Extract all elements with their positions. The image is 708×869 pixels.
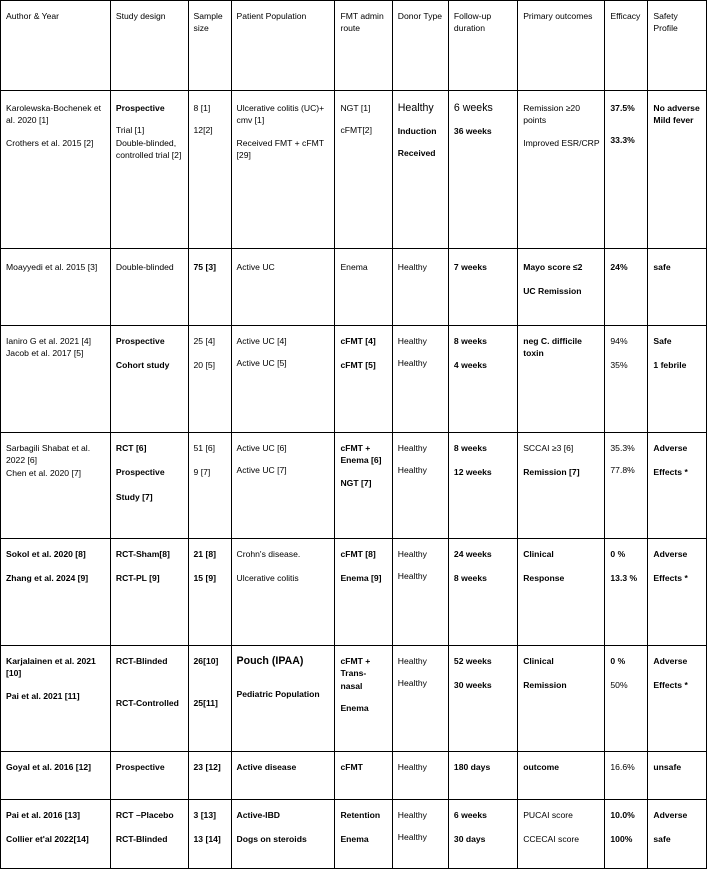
- efficacy-entry: 100%: [610, 834, 633, 845]
- efficacy-entry: 35%: [610, 360, 628, 371]
- population-cell: [231, 91, 335, 249]
- population-cell: [231, 249, 335, 326]
- followup-entry: 8 weeks: [453, 443, 487, 453]
- design-cell: [110, 752, 188, 800]
- design-entry: Prospective: [115, 103, 165, 113]
- design-entry: Double-blinded, controlled trial [2]: [115, 137, 182, 160]
- route-entry: cFMT + Trans-nasal: [340, 656, 371, 691]
- author-entry: Chen et al. 2020 [7]: [6, 467, 82, 478]
- outcomes-cell: [518, 326, 605, 433]
- outcomes-cell: [518, 539, 605, 646]
- sample-entry: 21 [8]: [193, 549, 216, 559]
- followup-cell: [448, 539, 517, 646]
- design-entry: Double-blinded: [115, 262, 174, 272]
- population-entry: Dogs on steroids: [236, 834, 307, 845]
- followup-entry: 180 days: [453, 762, 491, 772]
- route-entry: cFMT [8]: [340, 549, 376, 559]
- outcome-entry: UC Remission: [523, 286, 582, 297]
- route-entry: cFMT + Enema [6]: [340, 443, 382, 466]
- header-cell: Patient Population: [231, 1, 335, 91]
- design-entry: Trial [1]: [115, 125, 145, 136]
- donor-entry: Healthy: [397, 102, 434, 114]
- efficacy-cell: [605, 539, 648, 646]
- outcome-entry: Clinical: [523, 656, 554, 666]
- population-cell: [231, 326, 335, 433]
- design-entry: Study [7]: [115, 491, 153, 502]
- donor-cell: [392, 433, 448, 539]
- table-row: [1, 326, 707, 433]
- population-entry: Active-IBD: [236, 810, 280, 820]
- followup-entry: 8 weeks: [453, 336, 487, 346]
- author-entry: Moayyedi et al. 2015 [3]: [6, 262, 98, 272]
- author-cell: [1, 800, 111, 869]
- route-cell: [335, 752, 392, 800]
- efficacy-entry: 94%: [610, 336, 628, 346]
- author-cell: [1, 646, 111, 752]
- route-entry: Retention: [340, 810, 381, 820]
- design-entry: Prospective: [115, 762, 165, 772]
- donor-cell: [392, 800, 448, 869]
- sample-entry: 9 [7]: [193, 467, 211, 478]
- population-entry: Pouch (IPAA): [236, 655, 304, 667]
- design-entry: RCT [6]: [115, 443, 147, 453]
- sample-cell: [188, 752, 231, 800]
- header-cell: FMT admin route: [335, 1, 392, 91]
- design-cell: [110, 539, 188, 646]
- safety-entry: Adverse: [653, 656, 688, 666]
- header-cell: Follow-up duration: [448, 1, 517, 91]
- followup-entry: 30 weeks: [453, 680, 492, 691]
- efficacy-cell: [605, 433, 648, 539]
- route-cell: [335, 539, 392, 646]
- safety-cell: [648, 752, 707, 800]
- safety-cell: [648, 646, 707, 752]
- header-cell: Author & Year: [1, 1, 111, 91]
- efficacy-entry: 77.8%: [610, 465, 635, 476]
- outcome-entry: Improved ESR/CRP: [523, 137, 600, 148]
- population-cell: [231, 752, 335, 800]
- donor-entry: Healthy: [397, 810, 427, 820]
- donor-entry: Healthy: [397, 336, 427, 346]
- author-entry: Collier et'al 2022[14]: [6, 834, 89, 845]
- author-entry: Crothers et al. 2015 [2]: [6, 137, 94, 148]
- followup-entry: 24 weeks: [453, 549, 492, 559]
- author-cell: [1, 91, 111, 249]
- donor-entry: Healthy: [397, 762, 427, 772]
- safety-entry: Safe: [653, 336, 672, 346]
- route-entry: cFMT [4]: [340, 336, 376, 346]
- design-cell: [110, 249, 188, 326]
- donor-entry: Healthy: [397, 832, 427, 843]
- route-entry: Enema [9]: [340, 573, 382, 584]
- sample-entry: 12[2]: [193, 125, 213, 136]
- efficacy-cell: [605, 91, 648, 249]
- population-cell: [231, 646, 335, 752]
- sample-entry: 23 [12]: [193, 762, 221, 772]
- sample-entry: 20 [5]: [193, 360, 216, 371]
- safety-entry: 1 febrile: [653, 360, 687, 371]
- population-entry: Received FMT + cFMT [29]: [236, 137, 324, 160]
- sample-cell: [188, 646, 231, 752]
- outcome-entry: CCECAI score: [523, 834, 580, 845]
- followup-entry: 12 weeks: [453, 467, 492, 478]
- design-cell: [110, 326, 188, 433]
- route-cell: [335, 646, 392, 752]
- design-entry: RCT-PL [9]: [115, 573, 160, 584]
- efficacy-cell: [605, 646, 648, 752]
- design-entry: RCT-Sham[8]: [115, 549, 170, 559]
- donor-entry: Healthy: [397, 549, 427, 559]
- population-entry: Crohn's disease.: [236, 549, 301, 559]
- design-entry: Cohort study: [115, 360, 170, 371]
- table-row: [1, 646, 707, 752]
- author-cell: [1, 752, 111, 800]
- outcome-entry: Response: [523, 573, 565, 584]
- safety-entry: Adverse: [653, 810, 688, 820]
- efficacy-cell: [605, 249, 648, 326]
- followup-entry: 6 weeks: [453, 102, 493, 114]
- safety-cell: [648, 539, 707, 646]
- header-cell: Donor Type: [392, 1, 448, 91]
- author-entry: Zhang et al. 2024 [9]: [6, 573, 89, 584]
- design-cell: [110, 800, 188, 869]
- safety-entry: Effects *: [653, 573, 688, 584]
- outcomes-cell: [518, 752, 605, 800]
- safety-cell: [648, 326, 707, 433]
- outcome-entry: SCCAI ≥3 [6]: [523, 443, 574, 453]
- efficacy-cell: [605, 800, 648, 869]
- route-entry: Enema: [340, 834, 369, 845]
- safety-entry: Adverse: [653, 549, 688, 559]
- route-entry: Enema: [340, 262, 368, 272]
- donor-entry: Healthy: [397, 571, 427, 582]
- donor-entry: Received: [397, 147, 436, 158]
- table-row: [1, 539, 707, 646]
- followup-cell: [448, 326, 517, 433]
- donor-entry: Healthy: [397, 656, 427, 666]
- followup-cell: [448, 646, 517, 752]
- safety-entry: Adverse: [653, 443, 688, 453]
- route-entry: NGT [1]: [340, 103, 371, 113]
- donor-cell: [392, 326, 448, 433]
- efficacy-cell: [605, 326, 648, 433]
- population-entry: Pediatric Population: [236, 688, 320, 699]
- design-entry: RCT-Blinded: [115, 834, 168, 845]
- efficacy-entry: 0 %: [610, 656, 626, 666]
- outcome-entry: Remission [7]: [523, 467, 580, 478]
- outcome-entry: PUCAI score: [523, 810, 573, 820]
- route-cell: [335, 800, 392, 869]
- route-cell: [335, 326, 392, 433]
- route-cell: [335, 91, 392, 249]
- design-cell: [110, 646, 188, 752]
- sample-entry: 75 [3]: [193, 262, 216, 272]
- safety-cell: [648, 433, 707, 539]
- efficacy-entry: 24%: [610, 262, 628, 272]
- route-entry: Enema: [340, 702, 369, 713]
- outcome-entry: neg C. difficile toxin: [523, 336, 582, 359]
- efficacy-cell: [605, 752, 648, 800]
- route-entry: cFMT[2]: [340, 125, 372, 136]
- table-row: [1, 752, 707, 800]
- population-entry: Ulcerative colitis: [236, 573, 299, 584]
- followup-entry: 4 weeks: [453, 360, 487, 371]
- population-entry: Active disease: [236, 762, 297, 772]
- efficacy-entry: 50%: [610, 680, 628, 691]
- author-entry: Jacob et al. 2017 [5]: [6, 348, 84, 359]
- outcome-entry: Remission ≥20 points: [523, 103, 580, 126]
- donor-entry: Healthy: [397, 358, 427, 369]
- design-entry: RCT –Placebo: [115, 810, 174, 820]
- efficacy-entry: 35.3%: [610, 443, 635, 453]
- followup-cell: [448, 91, 517, 249]
- table-row: [1, 249, 707, 326]
- population-entry: Active UC [6]: [236, 443, 287, 453]
- design-entry: RCT-Controlled: [115, 698, 179, 709]
- donor-cell: [392, 646, 448, 752]
- author-entry: Karolewska-Bochenek et al. 2020 [1]: [6, 103, 102, 126]
- outcomes-cell: [518, 91, 605, 249]
- table-row: [1, 433, 707, 539]
- safety-entry: No adverse: [653, 103, 700, 113]
- route-cell: [335, 433, 392, 539]
- author-cell: [1, 326, 111, 433]
- donor-entry: Induction: [397, 125, 437, 136]
- sample-entry: 8 [1]: [193, 103, 211, 113]
- safety-entry: safe: [653, 834, 671, 845]
- followup-entry: 7 weeks: [453, 262, 487, 272]
- outcome-entry: Mayo score ≤2: [523, 262, 583, 272]
- followup-entry: 36 weeks: [453, 125, 492, 136]
- outcome-entry: Clinical: [523, 549, 554, 559]
- route-entry: cFMT: [340, 762, 363, 772]
- safety-cell: [648, 91, 707, 249]
- outcomes-cell: [518, 800, 605, 869]
- author-cell: [1, 539, 111, 646]
- author-entry: Karjalainen et al. 2021 [10]: [6, 656, 96, 679]
- donor-cell: [392, 91, 448, 249]
- sample-cell: [188, 800, 231, 869]
- design-entry: RCT-Blinded: [115, 656, 168, 666]
- safety-entry: safe: [653, 262, 671, 272]
- sample-entry: 25[11]: [193, 698, 218, 709]
- population-entry: Ulcerative colitis (UC)+ cmv [1]: [236, 103, 325, 126]
- sample-entry: 15 [9]: [193, 573, 216, 584]
- design-cell: [110, 433, 188, 539]
- followup-entry: 52 weeks: [453, 656, 492, 666]
- author-entry: Goyal et al. 2016 [12]: [6, 762, 92, 772]
- donor-entry: Healthy: [397, 262, 427, 272]
- header-cell: Efficacy: [605, 1, 648, 91]
- population-entry: Active UC [7]: [236, 465, 287, 476]
- outcomes-cell: [518, 249, 605, 326]
- safety-cell: [648, 800, 707, 869]
- table-row: [1, 91, 707, 249]
- header-cell: Study design: [110, 1, 188, 91]
- header-cell: Sample size: [188, 1, 231, 91]
- safety-entry: Effects *: [653, 680, 688, 691]
- header-row: [1, 1, 707, 91]
- population-entry: Active UC [4]: [236, 336, 287, 346]
- sample-cell: [188, 91, 231, 249]
- efficacy-entry: 16.6%: [610, 762, 635, 772]
- efficacy-entry: 0 %: [610, 549, 626, 559]
- efficacy-entry: 33.3%: [610, 135, 635, 146]
- design-cell: [110, 91, 188, 249]
- author-cell: [1, 249, 111, 326]
- followup-cell: [448, 433, 517, 539]
- author-entry: Ianiro G et al. 2021 [4]: [6, 336, 92, 346]
- header-cell: Safety Profile: [648, 1, 707, 91]
- sample-entry: 26[10]: [193, 656, 219, 666]
- population-cell: [231, 539, 335, 646]
- sample-entry: 3 [13]: [193, 810, 216, 820]
- route-cell: [335, 249, 392, 326]
- efficacy-entry: 37.5%: [610, 103, 635, 113]
- followup-cell: [448, 249, 517, 326]
- donor-entry: Healthy: [397, 678, 427, 689]
- author-entry: Pai et al. 2016 [13]: [6, 810, 81, 820]
- donor-entry: Healthy: [397, 443, 427, 453]
- design-entry: Prospective: [115, 467, 165, 478]
- design-entry: Prospective: [115, 336, 165, 346]
- table-row: [1, 800, 707, 869]
- population-entry: Active UC [5]: [236, 358, 287, 369]
- sample-cell: [188, 433, 231, 539]
- efficacy-entry: 10.0%: [610, 810, 635, 820]
- sample-cell: [188, 326, 231, 433]
- outcome-entry: outcome: [523, 762, 560, 772]
- safety-entry: unsafe: [653, 762, 682, 772]
- author-entry: Sokol et al. 2020 [8]: [6, 549, 86, 559]
- safety-entry: Effects *: [653, 467, 688, 478]
- population-entry: Active UC: [236, 262, 275, 272]
- efficacy-entry: 13.3 %: [610, 573, 638, 584]
- sample-entry: 13 [14]: [193, 834, 221, 845]
- author-entry: Sarbagili Shabat et al. 2022 [6]: [6, 443, 91, 466]
- outcomes-cell: [518, 646, 605, 752]
- donor-entry: Healthy: [397, 465, 427, 476]
- outcome-entry: Remission: [523, 680, 567, 691]
- sample-cell: [188, 539, 231, 646]
- safety-entry: Mild fever: [653, 115, 694, 126]
- route-entry: NGT [7]: [340, 477, 372, 488]
- header-cell: Primary outcomes: [518, 1, 605, 91]
- followup-cell: [448, 752, 517, 800]
- followup-entry: 6 weeks: [453, 810, 487, 820]
- sample-entry: 51 [6]: [193, 443, 216, 453]
- route-entry: cFMT [5]: [340, 360, 376, 371]
- safety-cell: [648, 249, 707, 326]
- population-cell: [231, 433, 335, 539]
- followup-entry: 30 days: [453, 834, 486, 845]
- author-cell: [1, 433, 111, 539]
- author-entry: Pai et al. 2021 [11]: [6, 690, 80, 701]
- population-cell: [231, 800, 335, 869]
- sample-cell: [188, 249, 231, 326]
- followup-cell: [448, 800, 517, 869]
- outcomes-cell: [518, 433, 605, 539]
- sample-entry: 25 [4]: [193, 336, 216, 346]
- donor-cell: [392, 249, 448, 326]
- followup-entry: 8 weeks: [453, 573, 487, 584]
- donor-cell: [392, 539, 448, 646]
- donor-cell: [392, 752, 448, 800]
